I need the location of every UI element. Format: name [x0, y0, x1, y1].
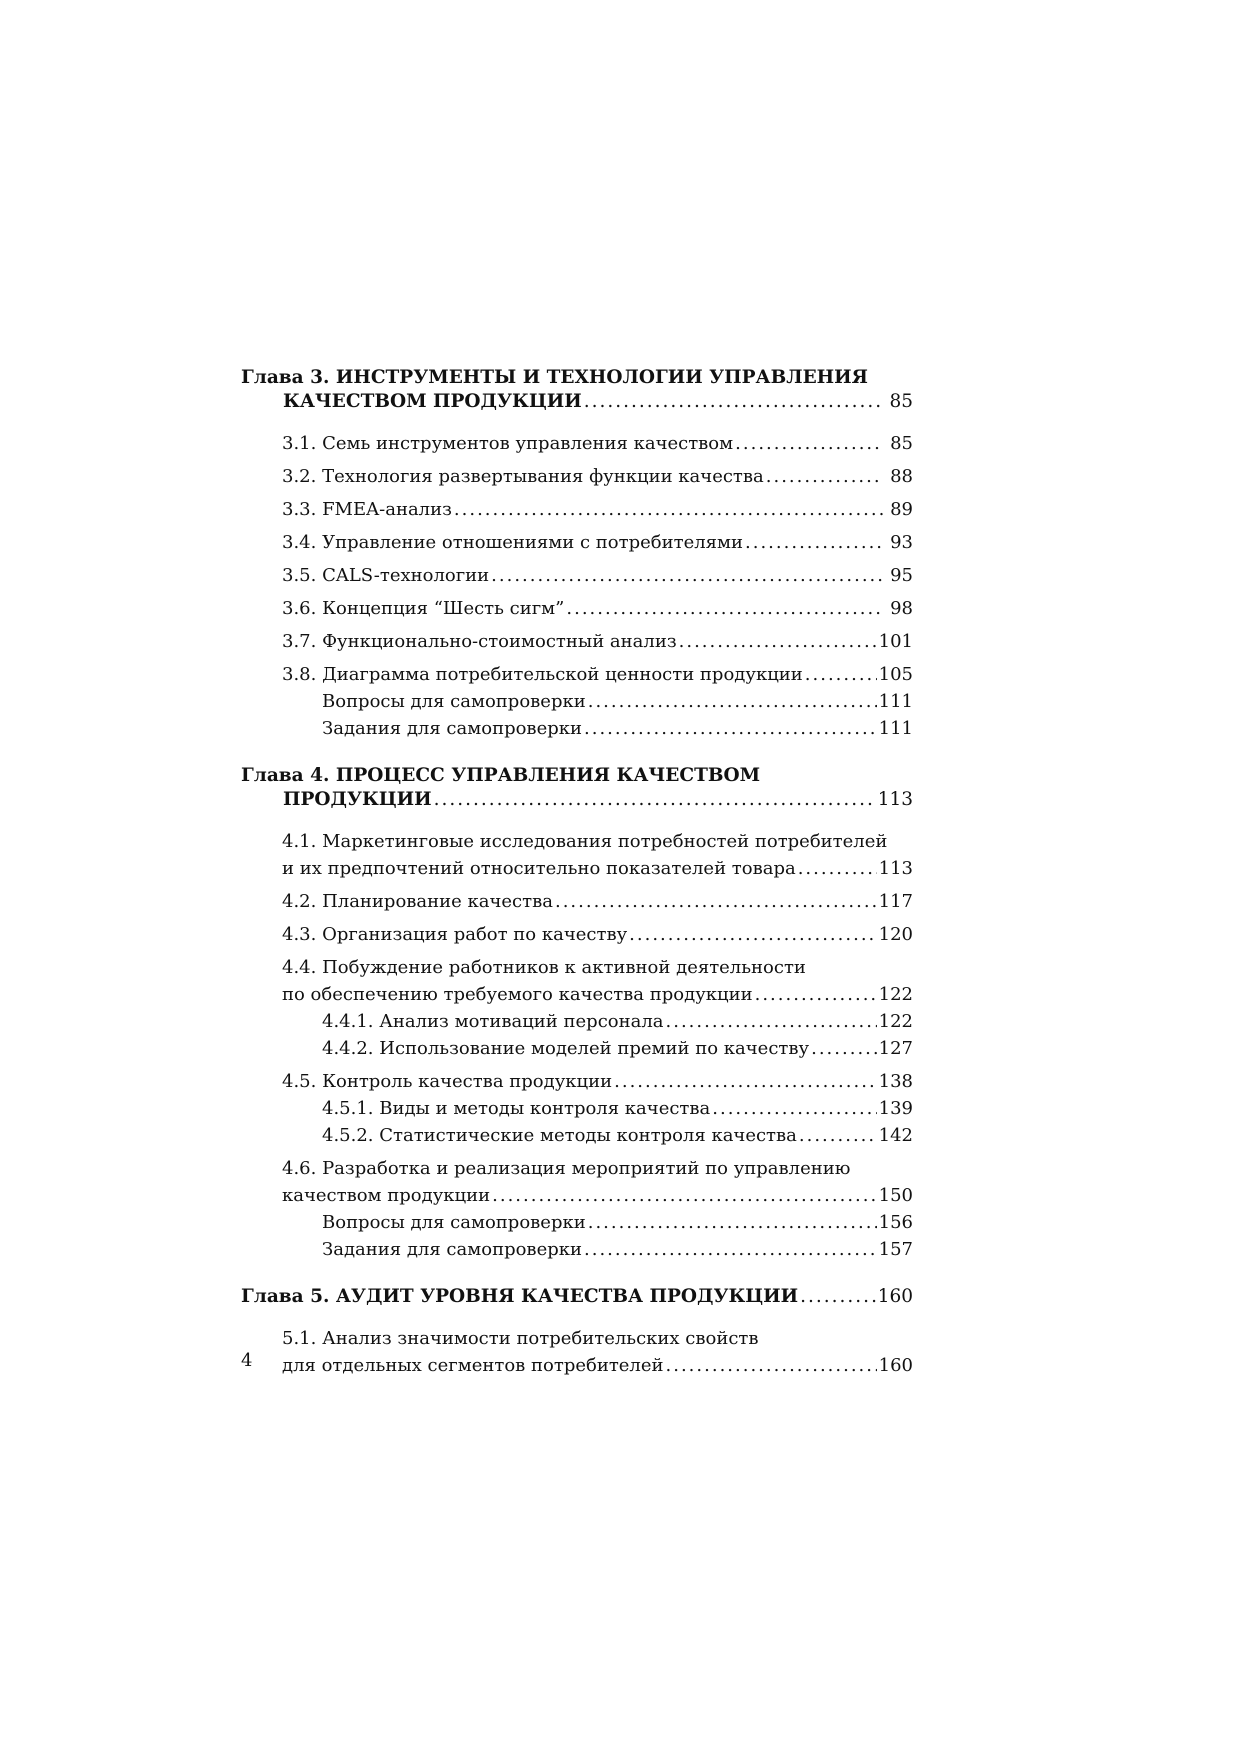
dot-leader — [588, 1209, 877, 1236]
toc-item-4-5-2: 4.5.2. Статистические методы контроля качества ..... 142 — [241, 1122, 913, 1149]
toc-item-4-3: 4.3. Организация работ по качеству ..... 120 — [241, 921, 913, 948]
dot-leader — [491, 562, 883, 589]
page-number: 4 — [241, 1350, 253, 1371]
toc-item-3-5: 3.5. CALS-технологии ..... 95 — [241, 562, 913, 589]
dot-leader — [666, 1352, 877, 1379]
chapter-5-heading — [241, 1285, 913, 1309]
dot-leader — [755, 981, 877, 1008]
dot-leader — [766, 463, 883, 490]
toc-item-4-5: 4.5. Контроль качества продукции ..... 138 — [241, 1068, 913, 1095]
chapter-4-heading — [241, 764, 913, 812]
dot-leader — [584, 1236, 877, 1263]
dot-leader — [566, 595, 883, 622]
toc-item-3-questions: Вопросы для самопроверки ..... 111 — [241, 688, 913, 715]
toc-item-4-2: 4.2. Планирование качества ..... 117 — [241, 888, 913, 915]
chapter-4-title-line1: ПРОЦЕСС УПРАВЛЕНИЯ КАЧЕСТВОМ — [335, 765, 761, 786]
chapter-3-page: 85 — [889, 391, 913, 412]
chapter-5-title: АУДИТ УРОВНЯ КАЧЕСТВА ПРОДУКЦИИ — [335, 1286, 799, 1307]
toc-item-3-1: 3.1. Семь инструментов управления качеством ..... 85 — [241, 430, 913, 457]
dot-leader — [805, 661, 877, 688]
chapter-3-label: Глава 3. — [241, 367, 330, 388]
dot-leader — [811, 1035, 877, 1062]
dot-leader — [434, 788, 876, 812]
dot-leader — [799, 1122, 877, 1149]
dot-leader — [584, 390, 883, 414]
dot-leader — [614, 1068, 877, 1095]
dot-leader — [679, 628, 877, 655]
dot-leader — [735, 430, 883, 457]
toc-item-4-4: 4.4. Побуждение работников к активной деятельности по обеспечению требуемого качества продукции ..... 122 — [241, 954, 913, 1008]
chapter-5-page: 160 — [877, 1286, 913, 1307]
toc-item-4-4-2: 4.4.2. Использование моделей премий по качеству ..... 127 — [241, 1035, 913, 1062]
dot-leader — [588, 688, 877, 715]
toc-item-3-8: 3.8. Диаграмма потребительской ценности продукции ..... 105 — [241, 661, 913, 688]
dot-leader — [629, 921, 876, 948]
table-of-contents — [241, 360, 913, 1379]
dot-leader — [712, 1095, 876, 1122]
chapter-4-page: 113 — [877, 789, 913, 810]
chapter-3-title-line2: КАЧЕСТВОМ ПРОДУКЦИИ — [283, 391, 582, 412]
dot-leader — [492, 1182, 877, 1209]
dot-leader — [584, 715, 877, 742]
toc-item-4-4-1: 4.4.1. Анализ мотиваций персонала ..... 122 — [241, 1008, 913, 1035]
dot-leader — [798, 855, 877, 882]
toc-item-4-tasks: Задания для самопроверки ..... 157 — [241, 1236, 913, 1263]
chapter-3-title-line1: ИНСТРУМЕНТЫ И ТЕХНОЛОГИИ УПРАВЛЕНИЯ — [335, 367, 868, 388]
toc-item-4-questions: Вопросы для самопроверки ..... 156 — [241, 1209, 913, 1236]
dot-leader — [745, 529, 883, 556]
toc-item-3-3: 3.3. FMEA-анализ ..... 89 — [241, 496, 913, 523]
toc-item-4-5-1: 4.5.1. Виды и методы контроля качества ..... 139 — [241, 1095, 913, 1122]
dot-leader — [454, 496, 883, 523]
toc-item-3-2: 3.2. Технология развертывания функции качества ..... 88 — [241, 463, 913, 490]
chapter-5-label: Глава 5. — [241, 1286, 330, 1307]
chapter-4-title-line2: ПРОДУКЦИИ — [283, 789, 432, 810]
toc-item-3-6: 3.6. Концепция “Шесть сигм” ..... 98 — [241, 595, 913, 622]
dot-leader — [800, 1285, 876, 1309]
toc-item-4-6: 4.6. Разработка и реализация мероприятий по управлению качеством продукции ..... 150 — [241, 1155, 913, 1209]
toc-item-4-1: 4.1. Маркетинговые исследования потребностей потребителей и их предпочтений относительно показателей товара ..... 113 — [241, 828, 913, 882]
dot-leader — [666, 1008, 877, 1035]
toc-item-5-1: 5.1. Анализ значимости потребительских свойств для отдельных сегментов потребителей ..... 160 — [241, 1325, 913, 1379]
chapter-4-label: Глава 4. — [241, 765, 330, 786]
toc-item-3-4: 3.4. Управление отношениями с потребителями ..... 93 — [241, 529, 913, 556]
toc-item-3-7: 3.7. Функционально-стоимостный анализ ..... 101 — [241, 628, 913, 655]
toc-item-3-tasks: Задания для самопроверки ..... 111 — [241, 715, 913, 742]
chapter-3-heading — [241, 366, 913, 414]
dot-leader — [555, 888, 877, 915]
